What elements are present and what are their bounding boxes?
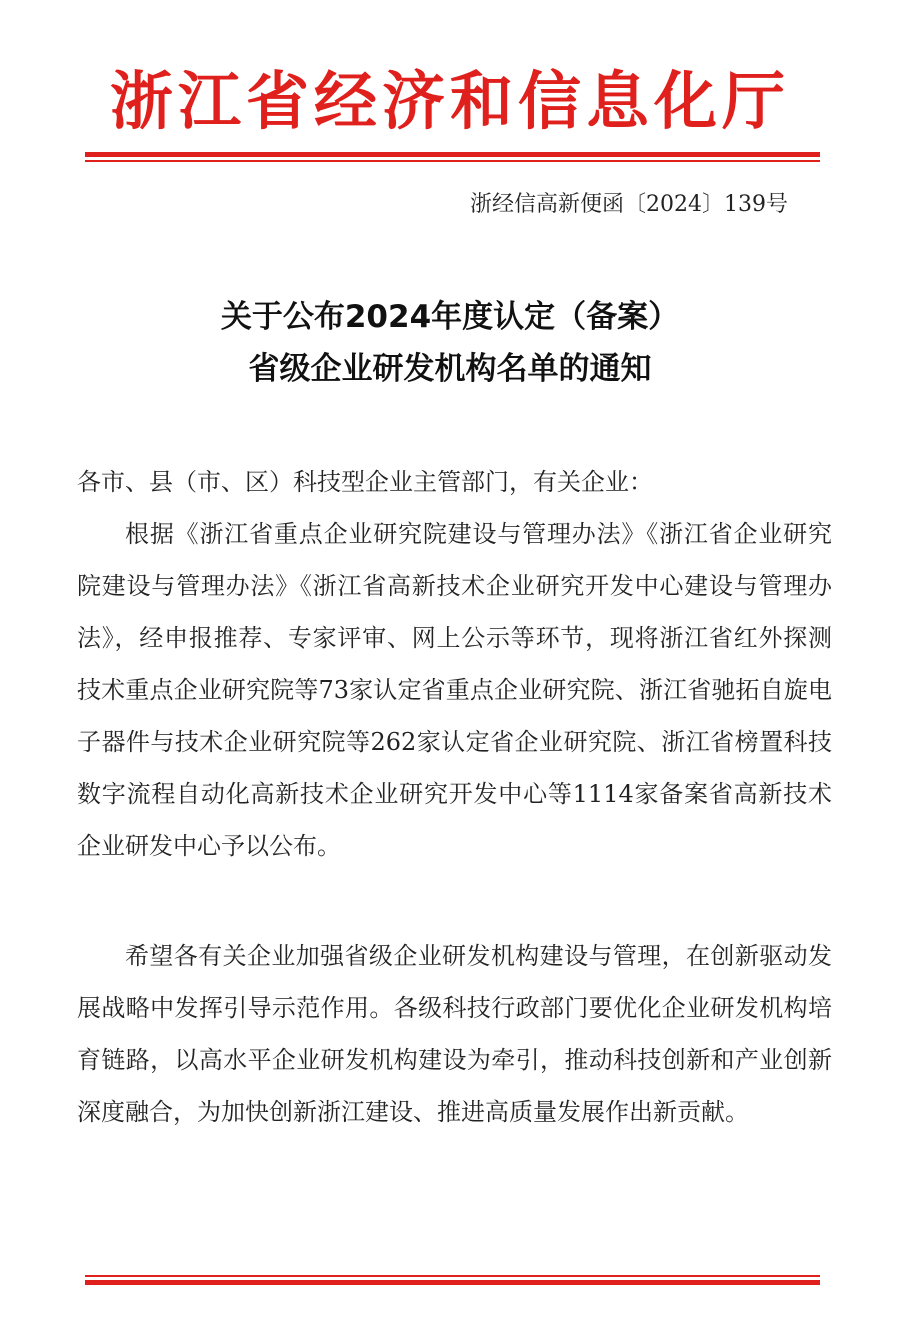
- document-title-line-1: 关于公布2024年度认定（备案）: [220, 299, 680, 335]
- document-number: 浙经信高新便函〔2024〕139号: [470, 192, 788, 217]
- body-paragraph-1: 根据《浙江省重点企业研究院建设与管理办法》《浙江省企业研究院建设与管理办法》《浙江省高新技术企业研究开发中心建设与管理办法》，经申报推荐、专家评审、网上公示等环节，现将浙江省红外探测技术重点企业研究院等73家认定省重点企业研究院、浙江省驰拓自旋电子器件与技术企业研究院等262家认定省企业研究院、浙江省榜置科技数字流程自动化高新技术企业研究开发中心等1114家备案省高新技术企业研发中心予以公布。: [77, 520, 832, 860]
- body-paragraph-2: 希望各有关企业加强省级企业研发机构建设与管理，在创新驱动发展战略中发挥引导示范作用。各级科技行政部门要优化企业研发机构培育链路，以高水平企业研发机构建设为牵引，推动科技创新和产业创新深度融合，为加快创新浙江建设、推进高质量发展作出新贡献。: [77, 942, 832, 1126]
- document-title-line-2: 省级企业研发机构名单的通知: [248, 351, 652, 387]
- footer-rule-thick: [85, 1280, 820, 1285]
- document-title: [0, 291, 900, 395]
- letterhead-rule-thin: [85, 160, 820, 162]
- letterhead-title: 浙江省经济和信息化厅: [110, 65, 790, 138]
- salutation: 各市、县（市、区）科技型企业主管部门，有关企业：: [77, 468, 653, 496]
- footer-rule-thin: [85, 1275, 820, 1277]
- letterhead-rule-thick: [85, 152, 820, 157]
